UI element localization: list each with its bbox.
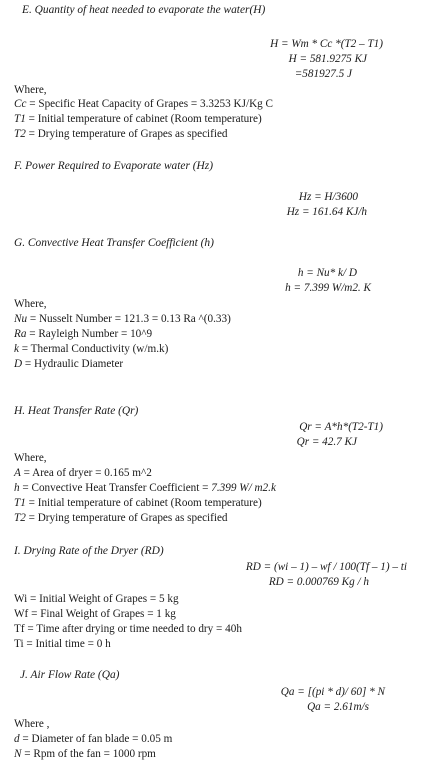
section-j-heading: J. Air Flow Rate (Qa) (20, 669, 120, 681)
section-j-equation-1: Qa = [(pi * d)/ 60] * N (280, 686, 385, 698)
section-g-equation-2: h = 7.399 W/m2. K (285, 282, 371, 294)
section-h-def-a: A = Area of dryer = 0.165 m^2 (14, 467, 152, 479)
section-g-def-d: D = Hydraulic Diameter (14, 358, 124, 370)
section-i-equation-2: RD = 0.000769 Kg / h (268, 576, 369, 588)
section-h-where: Where, (14, 452, 47, 464)
section-h-def-t2: T2 = Drying temperature of Grapes as specified (14, 512, 228, 524)
section-g-heading: G. Convective Heat Transfer Coefficient (h) (14, 237, 214, 249)
section-h-heading: H. Heat Transfer Rate (Qr) (14, 405, 139, 417)
section-f-equation-2: Hz = 161.64 KJ/h (286, 206, 367, 218)
section-e-def-t1: T1 = Initial temperature of cabinet (Room temperature) (14, 113, 262, 125)
section-i-heading: I. Drying Rate of the Dryer (RD) (14, 545, 164, 557)
section-g-def-nu: Nu = Nusselt Number = 121.3 = 0.13 Ra ^(0.33) (14, 313, 231, 325)
section-e-equation-1: H = Wm * Cc *(T2 – T1) (270, 38, 383, 50)
section-e-def-t2: T2 = Drying temperature of Grapes as specified (14, 128, 228, 140)
section-e-where: Where, (14, 84, 47, 96)
section-h-equation-2: Qr = 42.7 KJ (296, 436, 357, 448)
section-i-def-wf: Wf = Final Weight of Grapes = 1 kg (14, 608, 176, 620)
section-e-heading: E. Quantity of heat needed to evaporate the water(H) (22, 4, 266, 16)
section-j-def-n: N = Rpm of the fan = 1000 rpm (14, 748, 156, 760)
section-i-equation-1: RD = (wi – 1) – wf / 100(Tf – 1) – ti (245, 561, 407, 573)
section-h-def-t1: T1 = Initial temperature of cabinet (Room temperature) (14, 497, 262, 509)
section-g-where: Where, (14, 298, 47, 310)
section-h-def-h: h = Convective Heat Transfer Coefficient = 7.399 W/ m2.k (14, 482, 276, 494)
section-e-def-cc: Cc = Specific Heat Capacity of Grapes = 3.3253 KJ/Kg C (14, 98, 274, 110)
section-i-def-wi: Wi = Initial Weight of Grapes = 5 kg (14, 593, 179, 605)
section-g-def-ra: Ra = Rayleigh Number = 10^9 (14, 328, 153, 340)
section-f-equation-1: Hz = H/3600 (298, 191, 358, 203)
section-i-def-ti: Ti = Initial time = 0 h (14, 638, 111, 650)
section-f-heading: F. Power Required to Evaporate water (Hz) (14, 160, 213, 172)
section-h-equation-1: Qr = A*h*(T2-T1) (299, 421, 383, 433)
section-j-where: Where , (14, 718, 50, 730)
section-i-def-tf: Tf = Time after drying or time needed to dry = 40h (14, 623, 242, 635)
section-e-equation-3: =581927.5 J (294, 68, 352, 80)
section-j-def-d: d = Diameter of fan blade = 0.05 m (14, 733, 173, 745)
section-j-equation-2: Qa = 2.61m/s (307, 701, 369, 713)
section-g-def-k: k = Thermal Conductivity (w/m.k) (14, 343, 169, 355)
section-e-equation-2: H = 581.9275 KJ (288, 53, 367, 65)
section-g-equation-1: h = Nu* k/ D (297, 267, 357, 279)
